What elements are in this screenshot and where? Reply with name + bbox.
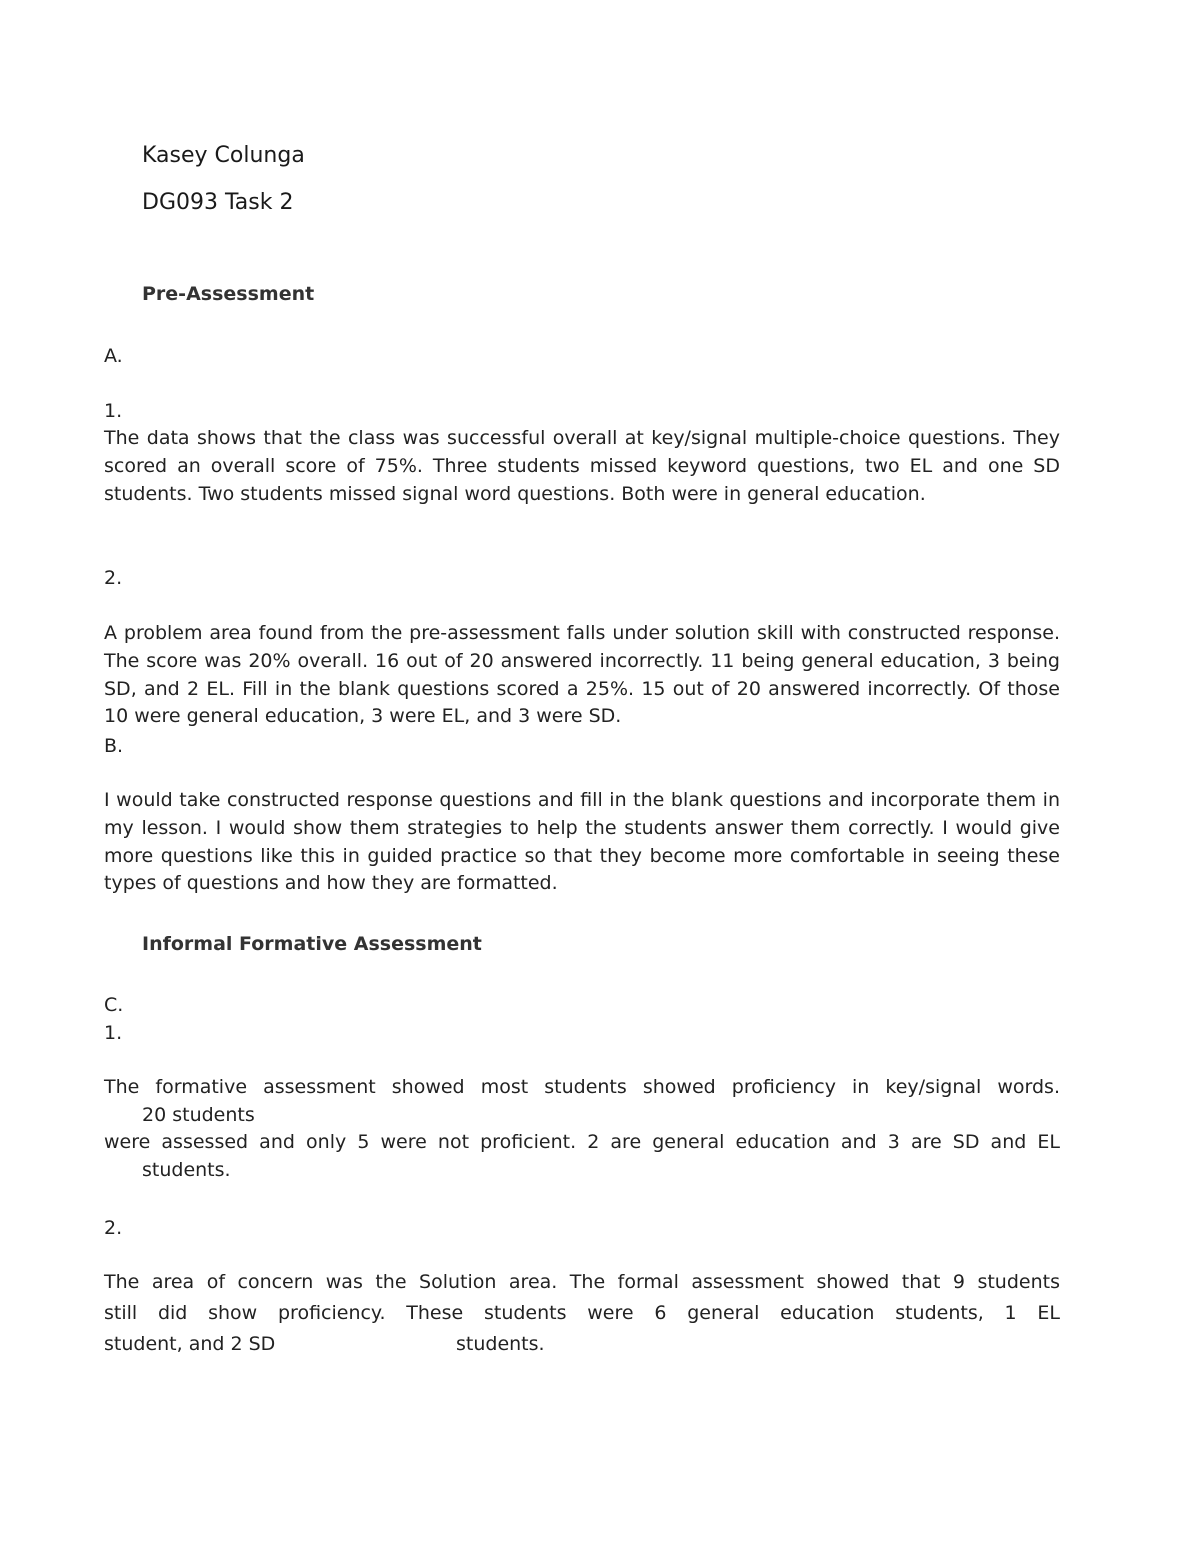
formative-item2-line3b: students. <box>456 1333 545 1355</box>
informal-formative-heading: Informal Formative Assessment <box>142 933 482 955</box>
pre-assessment-heading: Pre-Assessment <box>142 283 315 305</box>
pre-item1-paragraph: The data shows that the class was successful overall at key/signal multiple-choice questions. They scored an overall score of 75%. Three students missed keyword questions, two EL and one SD students. Two students missed signal word questions. Both were in general education. <box>104 427 1060 505</box>
formative-item1-label: 1. <box>104 1022 123 1044</box>
formative-item2-line1: The area of concern was the Solution area. The formal assessment showed that 9 students <box>104 1271 1060 1293</box>
formative-item1-line4: students. <box>142 1159 231 1181</box>
formative-item1-line1: The formative assessment showed most students showed proficiency in key/signal words. <box>104 1076 1060 1098</box>
formative-item1-line2: 20 students <box>142 1104 255 1126</box>
section-a-label: A. <box>104 345 123 367</box>
author-name: Kasey Colunga <box>142 143 305 168</box>
task-title: DG093 Task 2 <box>142 190 294 215</box>
formative-item2-line3a: student, and 2 SD <box>104 1333 276 1355</box>
section-c-label: C. <box>104 994 124 1016</box>
formative-item1-line3: were assessed and only 5 were not proficient. 2 are general education and 3 are SD and EL <box>104 1131 1060 1153</box>
pre-item1-label: 1. <box>104 400 123 422</box>
pre-item2-label: 2. <box>104 567 123 589</box>
section-b-paragraph: I would take constructed response questions and fill in the blank questions and incorporate them in my lesson. I would show them strategies to help the students answer them correctly. I would give more questions like this in guided practice so that they become more comfortable in seeing these types of questions and how they are formatted. <box>104 789 1060 895</box>
formative-item2-label: 2. <box>104 1217 123 1239</box>
pre-item2-paragraph: A problem area found from the pre-assessment falls under solution skill with constructed response. The score was 20% overall. 16 out of 20 answered incorrectly. 11 being general education, 3 being SD, and 2 EL. Fill in the blank questions scored a 25%. 15 out of 20 answered incorrectly. Of those 10 were general education, 3 were EL, and 3 were SD. <box>104 622 1060 728</box>
formative-item2-line2: still did show proficiency. These students were 6 general education students, 1 EL <box>104 1302 1060 1324</box>
section-b-label: B. <box>104 735 124 757</box>
